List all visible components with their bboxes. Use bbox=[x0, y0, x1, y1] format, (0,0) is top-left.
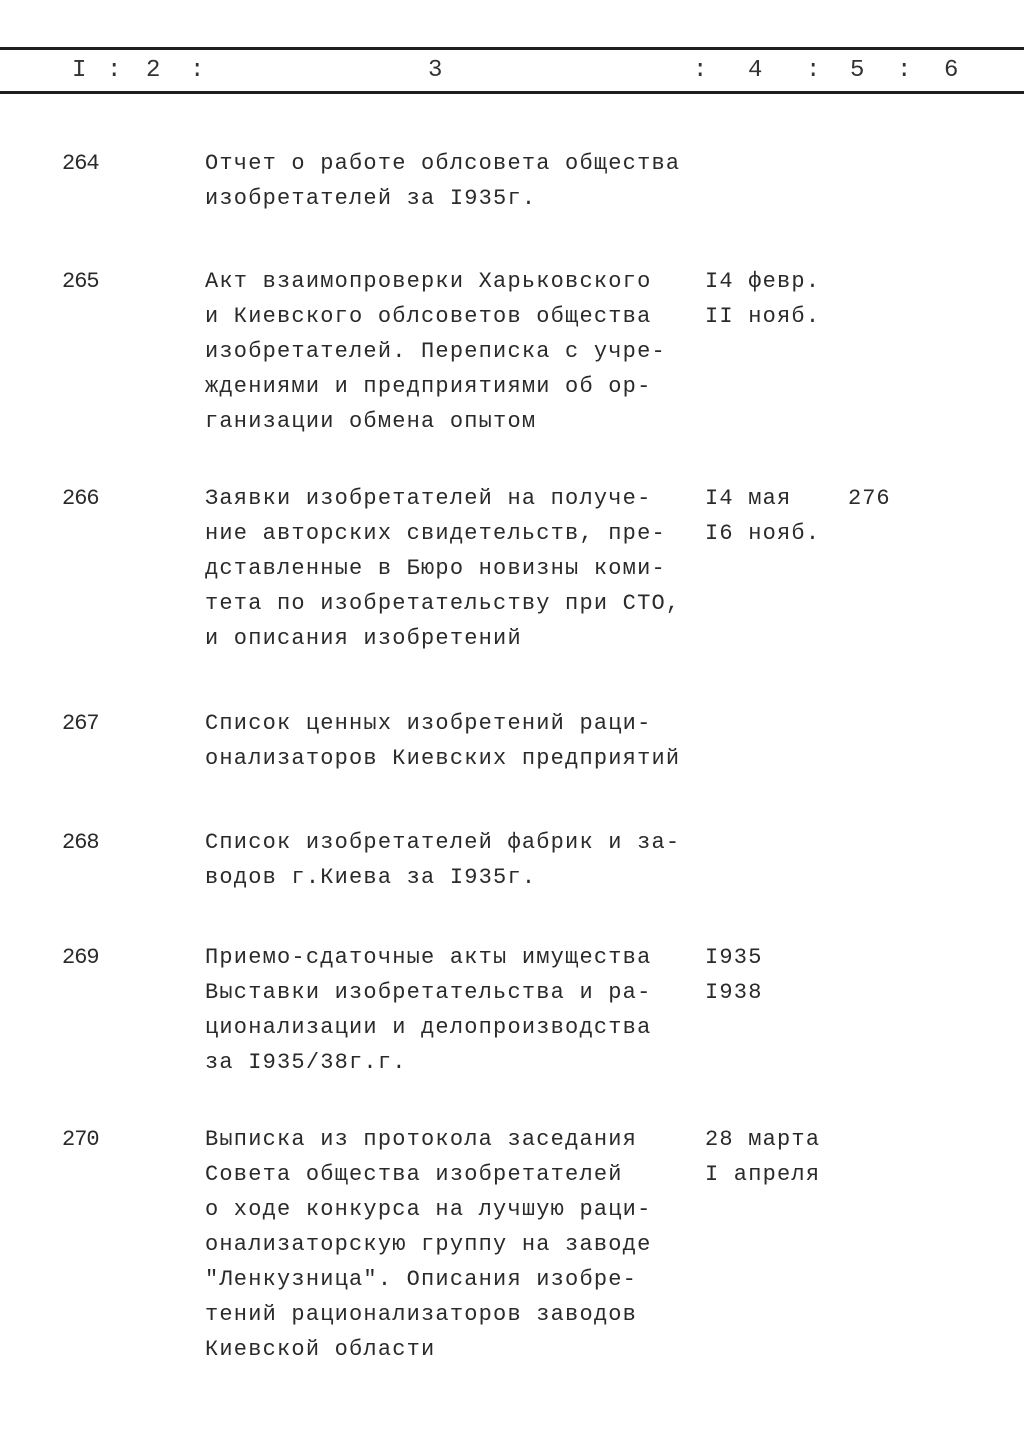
description-line: ждениями и предприятиями об ор- bbox=[205, 374, 652, 399]
description-line: Список ценных изобретений раци- bbox=[205, 711, 652, 736]
col-header-1: I bbox=[72, 57, 88, 84]
description-line: Выписка из протокола заседания bbox=[205, 1127, 638, 1152]
entry-number: 268 bbox=[62, 830, 99, 855]
col-header-2: 2 bbox=[146, 57, 162, 84]
entry-description bbox=[205, 481, 680, 656]
col-header-3: 3 bbox=[428, 57, 444, 84]
description-line: Совета общества изобретателей bbox=[205, 1162, 623, 1187]
header-bottom-rule bbox=[0, 91, 1024, 94]
description-line: ние авторских свидетельств, пре- bbox=[205, 521, 666, 546]
description-line: о ходе конкурса на лучшую раци- bbox=[205, 1197, 652, 1222]
description-line: онализаторскую группу на заводе bbox=[205, 1232, 652, 1257]
description-line: ганизации обмена опытом bbox=[205, 409, 537, 434]
entry-dates bbox=[705, 1122, 820, 1192]
date-line: I935 bbox=[705, 945, 763, 970]
entry-number: 269 bbox=[62, 945, 99, 970]
description-line: и Киевского облсоветов общества bbox=[205, 304, 652, 329]
col-header-4: 4 bbox=[748, 57, 764, 84]
entry-number: 270 bbox=[62, 1127, 99, 1152]
date-line: I4 февр. bbox=[705, 269, 821, 294]
description-line: "Ленкузница". Описания изобре- bbox=[205, 1267, 638, 1292]
date-line: I4 мая bbox=[705, 486, 792, 511]
description-line: Приемо-сдаточные акты имущества bbox=[205, 945, 652, 970]
description-line: за I935/38г.г. bbox=[205, 1050, 407, 1075]
entry-number: 264 bbox=[62, 151, 99, 176]
description-line: Выставки изобретательства и ра- bbox=[205, 980, 652, 1005]
col-header-6: 6 bbox=[944, 57, 960, 84]
entry-number: 265 bbox=[62, 269, 99, 294]
entry-description bbox=[205, 825, 680, 895]
entry-description bbox=[205, 1122, 651, 1367]
entry-dates bbox=[705, 940, 763, 1010]
description-line: Отчет о работе облсовета общества bbox=[205, 151, 681, 176]
col-header-5: 5 bbox=[850, 57, 866, 84]
date-line: 28 марта bbox=[705, 1127, 821, 1152]
description-line: тета по изобретательству при СТО, bbox=[205, 591, 681, 616]
entry-description bbox=[205, 940, 651, 1080]
description-line: дставленные в Бюро новизны коми- bbox=[205, 556, 666, 581]
entry-sheet-count: 276 bbox=[848, 486, 891, 511]
description-line: Заявки изобретателей на получе- bbox=[205, 486, 652, 511]
description-line: Акт взаимопроверки Харьковского bbox=[205, 269, 652, 294]
header-top-rule bbox=[0, 47, 1024, 50]
description-line: Киевской области bbox=[205, 1337, 436, 1362]
entry-description bbox=[205, 706, 680, 776]
entry-description bbox=[205, 264, 666, 439]
description-line: тений рационализаторов заводов bbox=[205, 1302, 638, 1327]
date-line: I938 bbox=[705, 980, 763, 1005]
entry-description bbox=[205, 146, 680, 216]
entry-number: 267 bbox=[62, 711, 99, 736]
description-line: онализаторов Киевских предприятий bbox=[205, 746, 681, 771]
entry-dates bbox=[705, 264, 820, 334]
date-line: II нояб. bbox=[705, 304, 821, 329]
description-line: изобретателей за I935г. bbox=[205, 186, 537, 211]
entry-dates bbox=[705, 481, 820, 551]
description-line: ционализации и делопроизводства bbox=[205, 1015, 652, 1040]
date-line: I апреля bbox=[705, 1162, 821, 1187]
description-line: изобретателей. Переписка с учре- bbox=[205, 339, 666, 364]
description-line: водов г.Киева за I935г. bbox=[205, 865, 537, 890]
description-line: Список изобретателей фабрик и за- bbox=[205, 830, 681, 855]
date-line: I6 нояб. bbox=[705, 521, 821, 546]
entry-number: 266 bbox=[62, 486, 99, 511]
description-line: и описания изобретений bbox=[205, 626, 522, 651]
